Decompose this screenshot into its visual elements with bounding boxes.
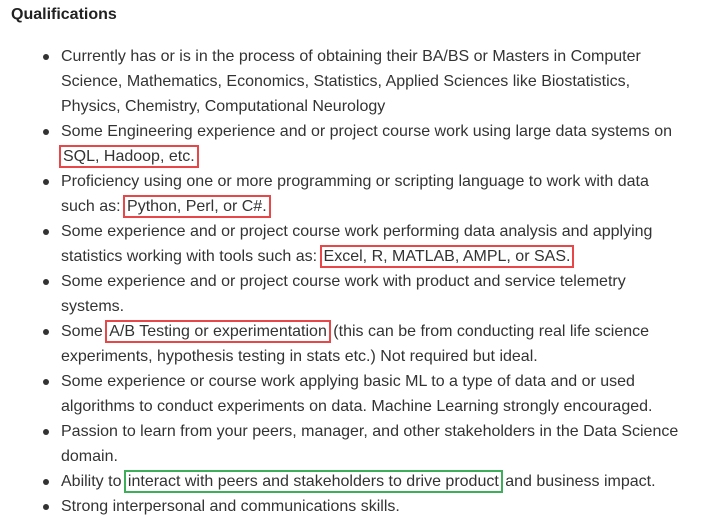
bullet-icon xyxy=(43,479,49,485)
item-text-after: and business impact. xyxy=(500,473,656,490)
list-item-degree xyxy=(0,44,703,119)
list-item-passion xyxy=(0,419,703,469)
bullet-icon xyxy=(43,279,49,285)
qualifications-list xyxy=(0,44,703,519)
highlight-languages: Python, Perl, or C#. xyxy=(127,198,267,215)
bullet-icon xyxy=(43,229,49,235)
section-heading: Qualifications xyxy=(11,6,117,23)
item-text: Some experience and or project course work with product and service telemetry systems. xyxy=(61,273,626,315)
item-text: Strong interpersonal and communications skills. xyxy=(61,498,400,515)
list-item-interaction xyxy=(0,469,703,494)
list-item-analysis xyxy=(0,219,703,269)
item-text: Currently has or is in the process of obtaining their BA/BS or Masters in Computer Science, Mathematics, Economics, Statistics, Applied Sciences like Biostatistics, Physics, Chemistry, Computational Neurology xyxy=(61,48,641,115)
bullet-icon xyxy=(43,129,49,135)
bullet-icon xyxy=(43,54,49,60)
list-item-communication xyxy=(0,494,703,519)
bullet-icon xyxy=(43,429,49,435)
highlight-interaction: interact with peers and stakeholders to drive product xyxy=(127,473,499,490)
list-item-ml xyxy=(0,369,703,419)
bullet-icon xyxy=(43,379,49,385)
item-text: Proficiency using one or more programming or scripting language to work with data such as: xyxy=(61,173,649,215)
item-text-after: (this can be from conducting real life science experiments, hypothesis testing in stats etc.) Not required but ideal. xyxy=(61,323,650,365)
bullet-icon xyxy=(43,329,49,335)
highlight-data-systems: SQL, Hadoop, etc. xyxy=(63,148,195,165)
item-text: Ability to xyxy=(61,473,126,490)
item-text: Some experience or course work applying basic ML to a type of data and or used algorithms to conduct experiments on data. Machine Learning strongly encouraged. xyxy=(61,373,653,415)
highlight-tools: Excel, R, MATLAB, AMPL, or SAS. xyxy=(323,248,571,265)
list-item-telemetry xyxy=(0,269,703,319)
list-item-engineering xyxy=(0,119,703,169)
highlight-ab-testing: A/B Testing or experimentation xyxy=(109,323,327,340)
bullet-icon xyxy=(43,179,49,185)
list-item-ab-testing xyxy=(0,319,703,369)
item-text: Passion to learn from your peers, manager, and other stakeholders in the Data Science domain. xyxy=(61,423,679,465)
bullet-icon xyxy=(43,504,49,510)
item-text: Some Engineering experience and or project course work using large data systems on xyxy=(61,123,672,140)
item-text: Some xyxy=(61,323,108,340)
list-item-programming xyxy=(0,169,703,219)
item-text: Some experience and or project course work performing data analysis and applying statistics working with tools such as: xyxy=(61,223,653,265)
